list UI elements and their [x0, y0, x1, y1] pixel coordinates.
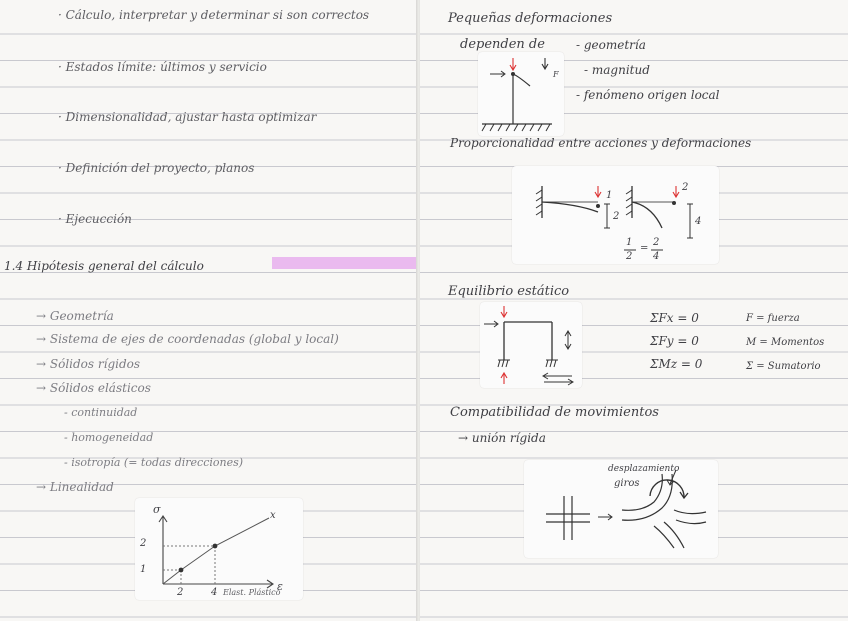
bullet-estados-limite: · Estados límite: últimos y servicio	[58, 60, 267, 74]
graph-end-mark: x	[270, 510, 276, 521]
item-linealidad: → Linealidad	[36, 480, 114, 494]
dependen-geometria: - geometría	[576, 38, 646, 52]
equilibrium-frame-diagram	[480, 302, 582, 388]
graph-y-tick-1: 1	[140, 564, 147, 575]
union-rigida-label: → unión rígida	[458, 431, 546, 445]
dependen-label: dependen de	[460, 37, 545, 52]
item-sistema-ejes: → Sistema de ejes de coordenadas (global y local)	[36, 332, 339, 346]
item-solidos-rigidos: → Sólidos rígidos	[36, 357, 141, 371]
item-homogeneidad: - homogeneidad	[64, 431, 154, 444]
beam2-force-label: 2	[682, 182, 689, 193]
section-title: 1.4 Hipótesis general del cálculo	[4, 259, 204, 273]
equation-mz: ΣMz = 0	[650, 357, 703, 371]
bullet-calculo: · Cálculo, interpretar y determinar si son correctos	[58, 8, 370, 22]
compatibility-card	[524, 460, 718, 558]
dependen-magnitud: - magnitud	[584, 63, 650, 77]
force-f-label: F	[553, 70, 559, 79]
beam2-deflection-label: 4	[695, 216, 702, 227]
graph-y-axis-label: σ	[153, 503, 161, 516]
graph-x-tick-2: 2	[177, 587, 184, 598]
item-geometria: → Geometría	[36, 309, 114, 323]
equilibrio-title: Equilibrio estático	[448, 284, 570, 299]
item-solidos-elasticos: → Sólidos elásticos	[36, 381, 151, 395]
left-page	[0, 0, 418, 621]
graph-zones-label: Elast. Plástico	[223, 588, 281, 597]
ratio-denominator-1: 2	[626, 251, 633, 262]
bullet-ejecucion: · Ejecucción	[58, 212, 132, 226]
graph-y-tick-2: 2	[140, 538, 147, 549]
pequenas-title: Pequeñas deformaciones	[448, 11, 613, 26]
right-page	[420, 0, 848, 621]
bullet-dimensionalidad: · Dimensionalidad, ajustar hasta optimizar	[58, 110, 317, 124]
small-deformation-diagram	[478, 52, 564, 136]
bullet-definicion: · Definición del proyecto, planos	[58, 161, 255, 175]
ratio-denominator-2: 4	[653, 251, 660, 262]
graph-x-axis-label: ε	[277, 580, 283, 593]
equation-fy: ΣFy = 0	[650, 334, 699, 348]
beam1-force-label: 1	[606, 190, 613, 201]
graph-x-tick-4: 4	[211, 587, 218, 598]
highlighter-mark	[272, 257, 416, 269]
ratio-numerator-1: 1	[626, 237, 633, 248]
desplazamiento-label: desplazamiento	[608, 464, 680, 474]
ratio-numerator-2: 2	[653, 237, 660, 248]
proporcionalidad-title: Proporcionalidad entre acciones y deformaciones	[450, 136, 752, 150]
ratio-equals: =	[640, 243, 649, 254]
small-deformation-card	[478, 52, 564, 136]
rigid-joint-diagram	[524, 460, 718, 558]
compatibilidad-title: Compatibilidad de movimientos	[450, 405, 659, 420]
legend-sumatorio: Σ = Sumatorio	[746, 361, 821, 372]
legend-fuerza: F = fuerza	[746, 313, 800, 324]
linearity-graph-card	[135, 498, 303, 600]
legend-momentos: M = Momentos	[746, 337, 825, 348]
item-isotropia: - isotropía (= todas direcciones)	[64, 456, 244, 469]
dependen-fenomeno: - fenómeno origen local	[576, 88, 720, 102]
proportionality-card	[512, 166, 719, 264]
giros-label: giros	[614, 478, 640, 489]
item-continuidad: - continuidad	[64, 406, 138, 419]
equation-fx: ΣFx = 0	[650, 311, 699, 325]
beam1-deflection-label: 2	[613, 211, 620, 222]
equilibrium-card	[480, 302, 582, 388]
